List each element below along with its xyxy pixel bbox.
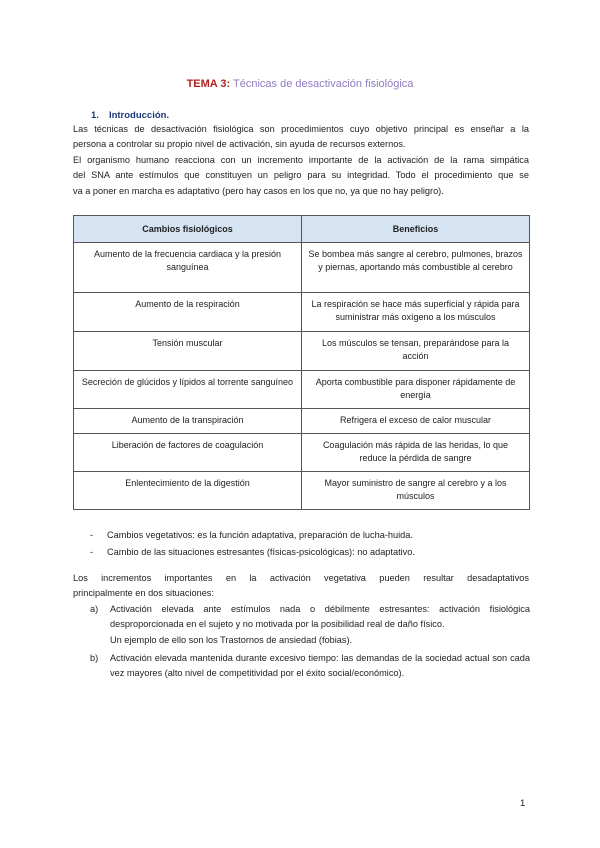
title-text: Técnicas de desactivación fisiológica [233, 78, 414, 90]
bullet-text: Cambio de las situaciones estresantes (físicas-psicológicas): no adaptativo. [107, 547, 415, 557]
list-item [90, 527, 530, 544]
situations-list [90, 602, 530, 684]
table-cell: Aumento de la respiración [74, 293, 302, 332]
title-prefix: TEMA 3: [186, 78, 231, 90]
document-title [0, 78, 600, 90]
table-cell: La respiración se hace más superficial y rápida para suministrar más oxígeno a los músculos [302, 293, 530, 332]
intro-line: persona a controlar su propio nivel de activación, sin ayuda de recursos externos. [73, 139, 406, 150]
intro-line: del SNA ante estímulos que constituyen un peligro para su integridad. Todo el procedimiento que se [73, 170, 529, 181]
intro-paragraph [73, 122, 529, 199]
table-cell: Los músculos se tensan, preparándose para la acción [302, 332, 530, 371]
table-row [74, 371, 530, 409]
table-cell: Se bombea más sangre al cerebro, pulmones, brazos y piernas, aportando más combustible al cerebro [302, 243, 530, 293]
section-heading [91, 110, 169, 121]
bullet-marker: - [90, 530, 94, 540]
table-cell: Aumento de la transpiración [74, 409, 302, 434]
table-cell: Tensión muscular [74, 332, 302, 371]
table-row [74, 434, 530, 472]
table-row [74, 409, 530, 434]
list-item [90, 651, 530, 682]
intro-line: va a poner en marcha es adaptativo (pero hay casos en los que no, ya que no hay peligro). [73, 185, 444, 196]
intro-line: Las técnicas de desactivación fisiológica son procedimientos cuyo objetivo principal es enseñar a la [73, 124, 529, 134]
list-marker: a) [90, 604, 99, 614]
table-cell: Secreción de glúcidos y lípidos al torrente sanguíneo [74, 371, 302, 409]
table-row [74, 293, 530, 332]
physiological-changes-table [73, 215, 530, 510]
table-cell: Mayor suministro de sangre al cerebro y a los músculos [302, 472, 530, 510]
section-title: Introducción. [108, 110, 170, 121]
list-item [90, 602, 530, 648]
table-cell: Liberación de factores de coagulación [74, 434, 302, 472]
list-marker: b) [90, 652, 99, 663]
table-row [74, 332, 530, 371]
table-header: Beneficios [302, 216, 530, 243]
situation-text: Activación elevada mantenida durante excesivo tiempo: las demandas de la sociedad actual son cada vez mayores (alto nivel de competitividad por el éxito social/económico). [110, 652, 530, 679]
table-cell: Aporta combustible para disponer rápidamente de energía [302, 371, 530, 409]
situation-example: Un ejemplo de ello son los Trastornos de ansiedad (fobias). [110, 634, 353, 645]
table-cell: Coagulación más rápida de las heridas, lo que reduce la pérdida de sangre [302, 434, 530, 472]
second-paragraph [73, 571, 529, 602]
table-header-row [74, 216, 530, 243]
table-cell: Aumento de la frecuencia cardiaca y la presión sanguínea [74, 243, 302, 293]
bullet-list [90, 527, 530, 561]
situation-text: Activación elevada ante estímulos nada o débilmente estresantes: activación fisiológica desproporcionada en el sujeto y no motivada por la posibilidad real de daño físico. [110, 604, 530, 630]
intro-line: El organismo humano reacciona con un incremento importante de la activación de la rama simpática [73, 154, 529, 165]
paragraph-line: Los incrementos importantes en la activación vegetativa pueden resultar desadaptativos [73, 573, 529, 583]
bullet-text: Cambios vegetativos: es la función adaptativa, preparación de lucha-huida. [107, 530, 413, 540]
table-header: Cambios fisiológicos [74, 216, 302, 243]
page-number: 1 [520, 798, 526, 809]
bullet-marker: - [90, 547, 94, 557]
section-number: 1. [91, 110, 99, 121]
list-item [90, 544, 530, 561]
table-cell: Enlentecimiento de la digestión [74, 472, 302, 510]
table-row [74, 243, 530, 293]
table-cell: Refrigera el exceso de calor muscular [302, 409, 530, 434]
table-row [74, 472, 530, 510]
paragraph-line: principalmente en dos situaciones: [73, 588, 214, 599]
